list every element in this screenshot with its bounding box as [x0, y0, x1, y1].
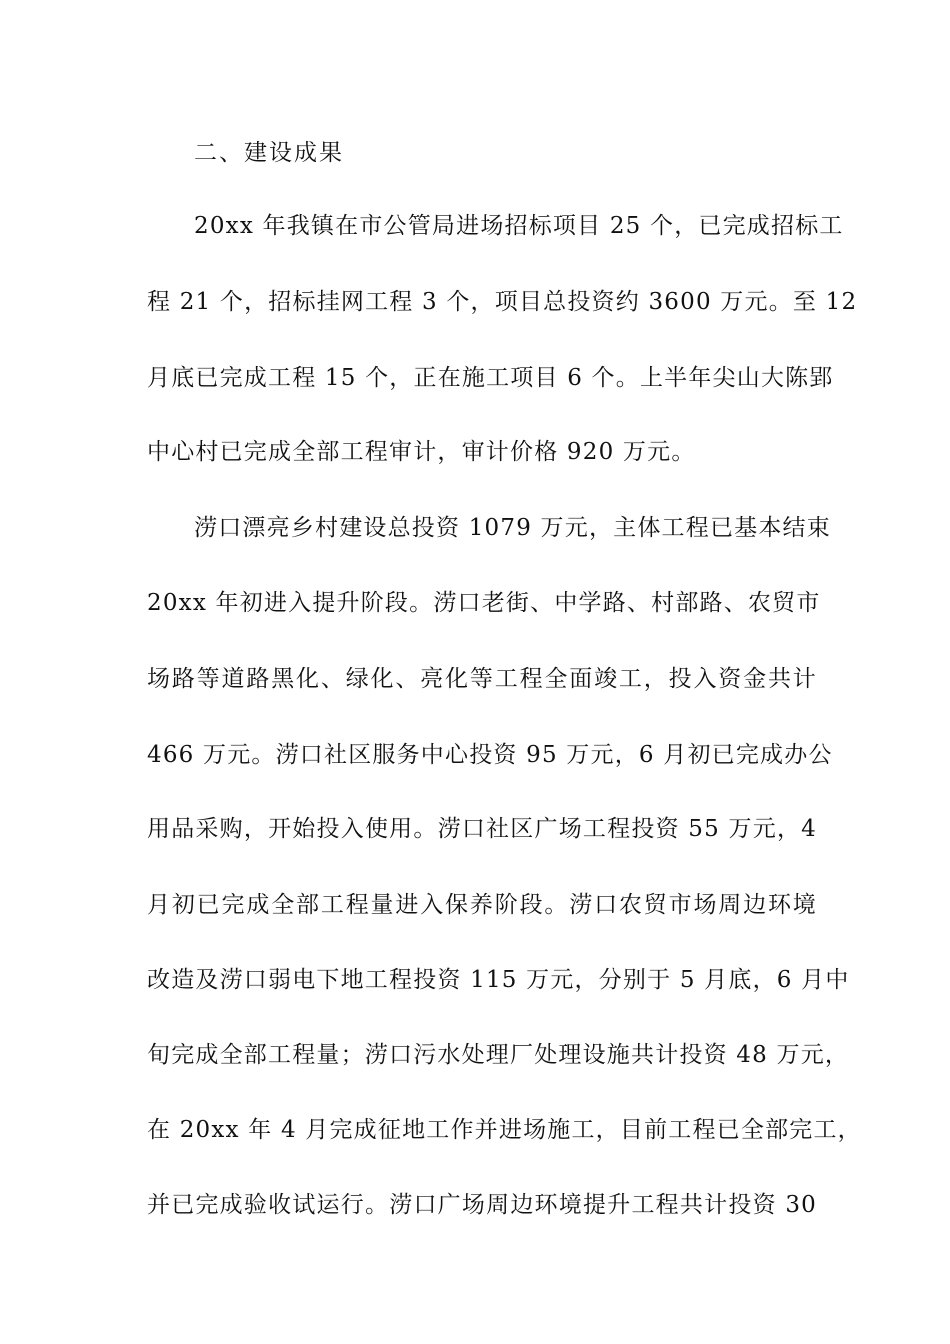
paragraph-2-line: 涝口漂亮乡村建设总投资 1079 万元，主体工程已基本结束	[194, 515, 831, 541]
paragraph-2-line: 466 万元。涝口社区服务中心投资 95 万元，6 月初已完成办公	[147, 742, 833, 768]
paragraph-1-line: 中心村已完成全部工程审计，审计价格 920 万元。	[147, 439, 696, 465]
paragraph-2-line: 20xx 年初进入提升阶段。涝口老街、中学路、村部路、农贸市	[147, 590, 821, 616]
paragraph-1-line: 20xx 年我镇在市公管局进场招标项目 25 个，已完成招标工	[194, 213, 844, 239]
paragraph-2-line: 用品采购，开始投入使用。涝口社区广场工程投资 55 万元，4	[147, 816, 817, 842]
section-heading: 二、建设成果	[194, 140, 344, 166]
paragraph-2-line: 并已完成验收试运行。涝口广场周边环境提升工程共计投资 30	[147, 1192, 817, 1218]
paragraph-1-line: 程 21 个，招标挂网工程 3 个，项目总投资约 3600 万元。至 12	[147, 289, 858, 315]
paragraph-2-line: 改造及涝口弱电下地工程投资 115 万元，分别于 5 月底，6 月中	[147, 967, 850, 993]
paragraph-1-line: 月底已完成工程 15 个，正在施工项目 6 个。上半年尖山大陈郢	[147, 365, 834, 391]
paragraph-2-line: 在 20xx 年 4 月完成征地工作并进场施工，目前工程已全部完工，	[147, 1117, 862, 1143]
paragraph-2-line: 月初已完成全部工程量进入保养阶段。涝口农贸市场周边环境	[147, 892, 817, 918]
paragraph-2-line: 场路等道路黑化、绿化、亮化等工程全面竣工，投入资金共计	[147, 666, 817, 692]
paragraph-2-line: 旬完成全部工程量；涝口污水处理厂处理设施共计投资 48 万元，	[147, 1042, 850, 1068]
